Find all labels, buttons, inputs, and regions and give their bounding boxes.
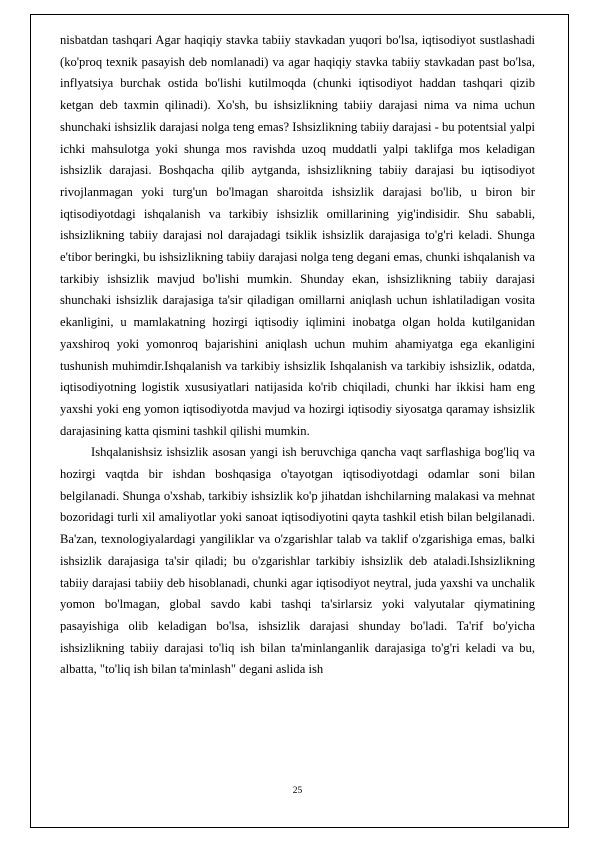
paragraph-1: nisbatdan tashqari Agar haqiqiy stavka tabiiy stavkadan yuqori bo'lsa, iqtisodiyot sustlashadi (ko'proq texnik pasayish deb nomlanadi) va agar haqiqiy stavka tabiiy stavkadan past bo'lsa, inflyatsiya burchak ostida bo'lishi kutilmoqda (chunki iqtisodiyot haddan tashqari qizib ketgan deb taxmin qilinadi). Xo'sh, bu ishsizlikning tabiiy darajasi nima va nima uchun shunchaki ishsizlik darajasi nolga teng emas? Ishsizlikning tabiiy darajasi - bu potentsial yalpi ichki mahsulotga yoki shunga mos ravishda uzoq muddatli yalpi taklifga mos keladigan ishsizlik darajasi. Boshqacha qilib aytganda, ishsizlikning tabiiy darajasi bu iqtisodiyot rivojlanmagan yoki turg'un bo'lmagan sharoitda ishsizlik darajasi bo'lib, u biron bir iqtisodiyotdagi ishqalanish va tarkibiy ishsizlik omillarining yig'indisidir. Shu sababli, ishsizlikning tabiiy darajasi nol darajadagi tsiklik ishsizlik darajasiga to'g'ri keladi. Shunga e'tibor beringki, bu ishsizlikning tabiiy darajasi nolga teng degani emas, chunki ishqalanish va tarkibiy ishsizlik mavjud bo'lishi mumkin. Shunday ekan, ishsizlikning tabiiy darajasi shunchaki ishsizlik darajasiga ta'sir qiladigan omillarni aniqlash uchun ishlatiladigan vosita ekanligini, u mamlakatning hozirgi iqtisodiy iqlimini inobatga olgan holda kutilganidan yaxshiroq yoki yomonroq bajarishini aniqlash uchun muhim ahamiyatga ega ekanligini tushunish muhimdir.Ishqalanish va tarkibiy ishsizlik Ishqalanish va tarkibiy ishsizlik, odatda, iqtisodiyotning logistik xususiyatlari natijasida ko'rib chiqiladi, chunki har ikkisi ham eng yaxshi yoki eng yomon iqtisodiyotda mavjud va hozirgi iqtisodiy siyosatga qaramay ishsizlik darajasining katta qismini tashkil qilishi mumkin. — [60, 33, 535, 438]
document-body — [60, 30, 535, 681]
page-number: 25 — [292, 786, 303, 796]
paragraph-2: Ishqalanishsiz ishsizlik asosan yangi ish beruvchiga qancha vaqt sarflashiga bog'liq va hozirgi vaqtda bir ishdan boshqasiga o'tayotgan iqtisodiyotdagi odamlar soni bilan belgilanadi. Shunga o'xshab, tarkibiy ishsizlik ko'p jihatdan ishchilarning malakasi va mehnat bozoridagi turli xil amaliyotlar yoki sanoat iqtisodiyotini qayta tashkil etish bilan belgilanadi. Ba'zan, texnologiyalardagi yangiliklar va o'zgarishlar talab va taklif o'zgarishiga emas, balki ishsizlik darajasiga ta'sir qiladi; bu o'zgarishlar tarkibiy ishsizlik deb ataladi.Ishsizlikning tabiiy darajasi tabiiy deb hisoblanadi, chunki agar iqtisodiyot neytral, juda yaxshi va unchalik yomon bo'lmagan, global savdo kabi tashqi ta'sirlarsiz yoki valyutalar qiymatining pasayishiga olib keladigan bo'lsa, ishsizlik darajasi shunday bo'ladi. Ta'rif bo'yicha ishsizlikning tabiiy darajasi to'liq ish bilan ta'minlanganlik darajasiga to'g'ri keladi va bu, albatta, "to'liq ish bilan ta'minlash" degani aslida ish — [60, 445, 535, 677]
